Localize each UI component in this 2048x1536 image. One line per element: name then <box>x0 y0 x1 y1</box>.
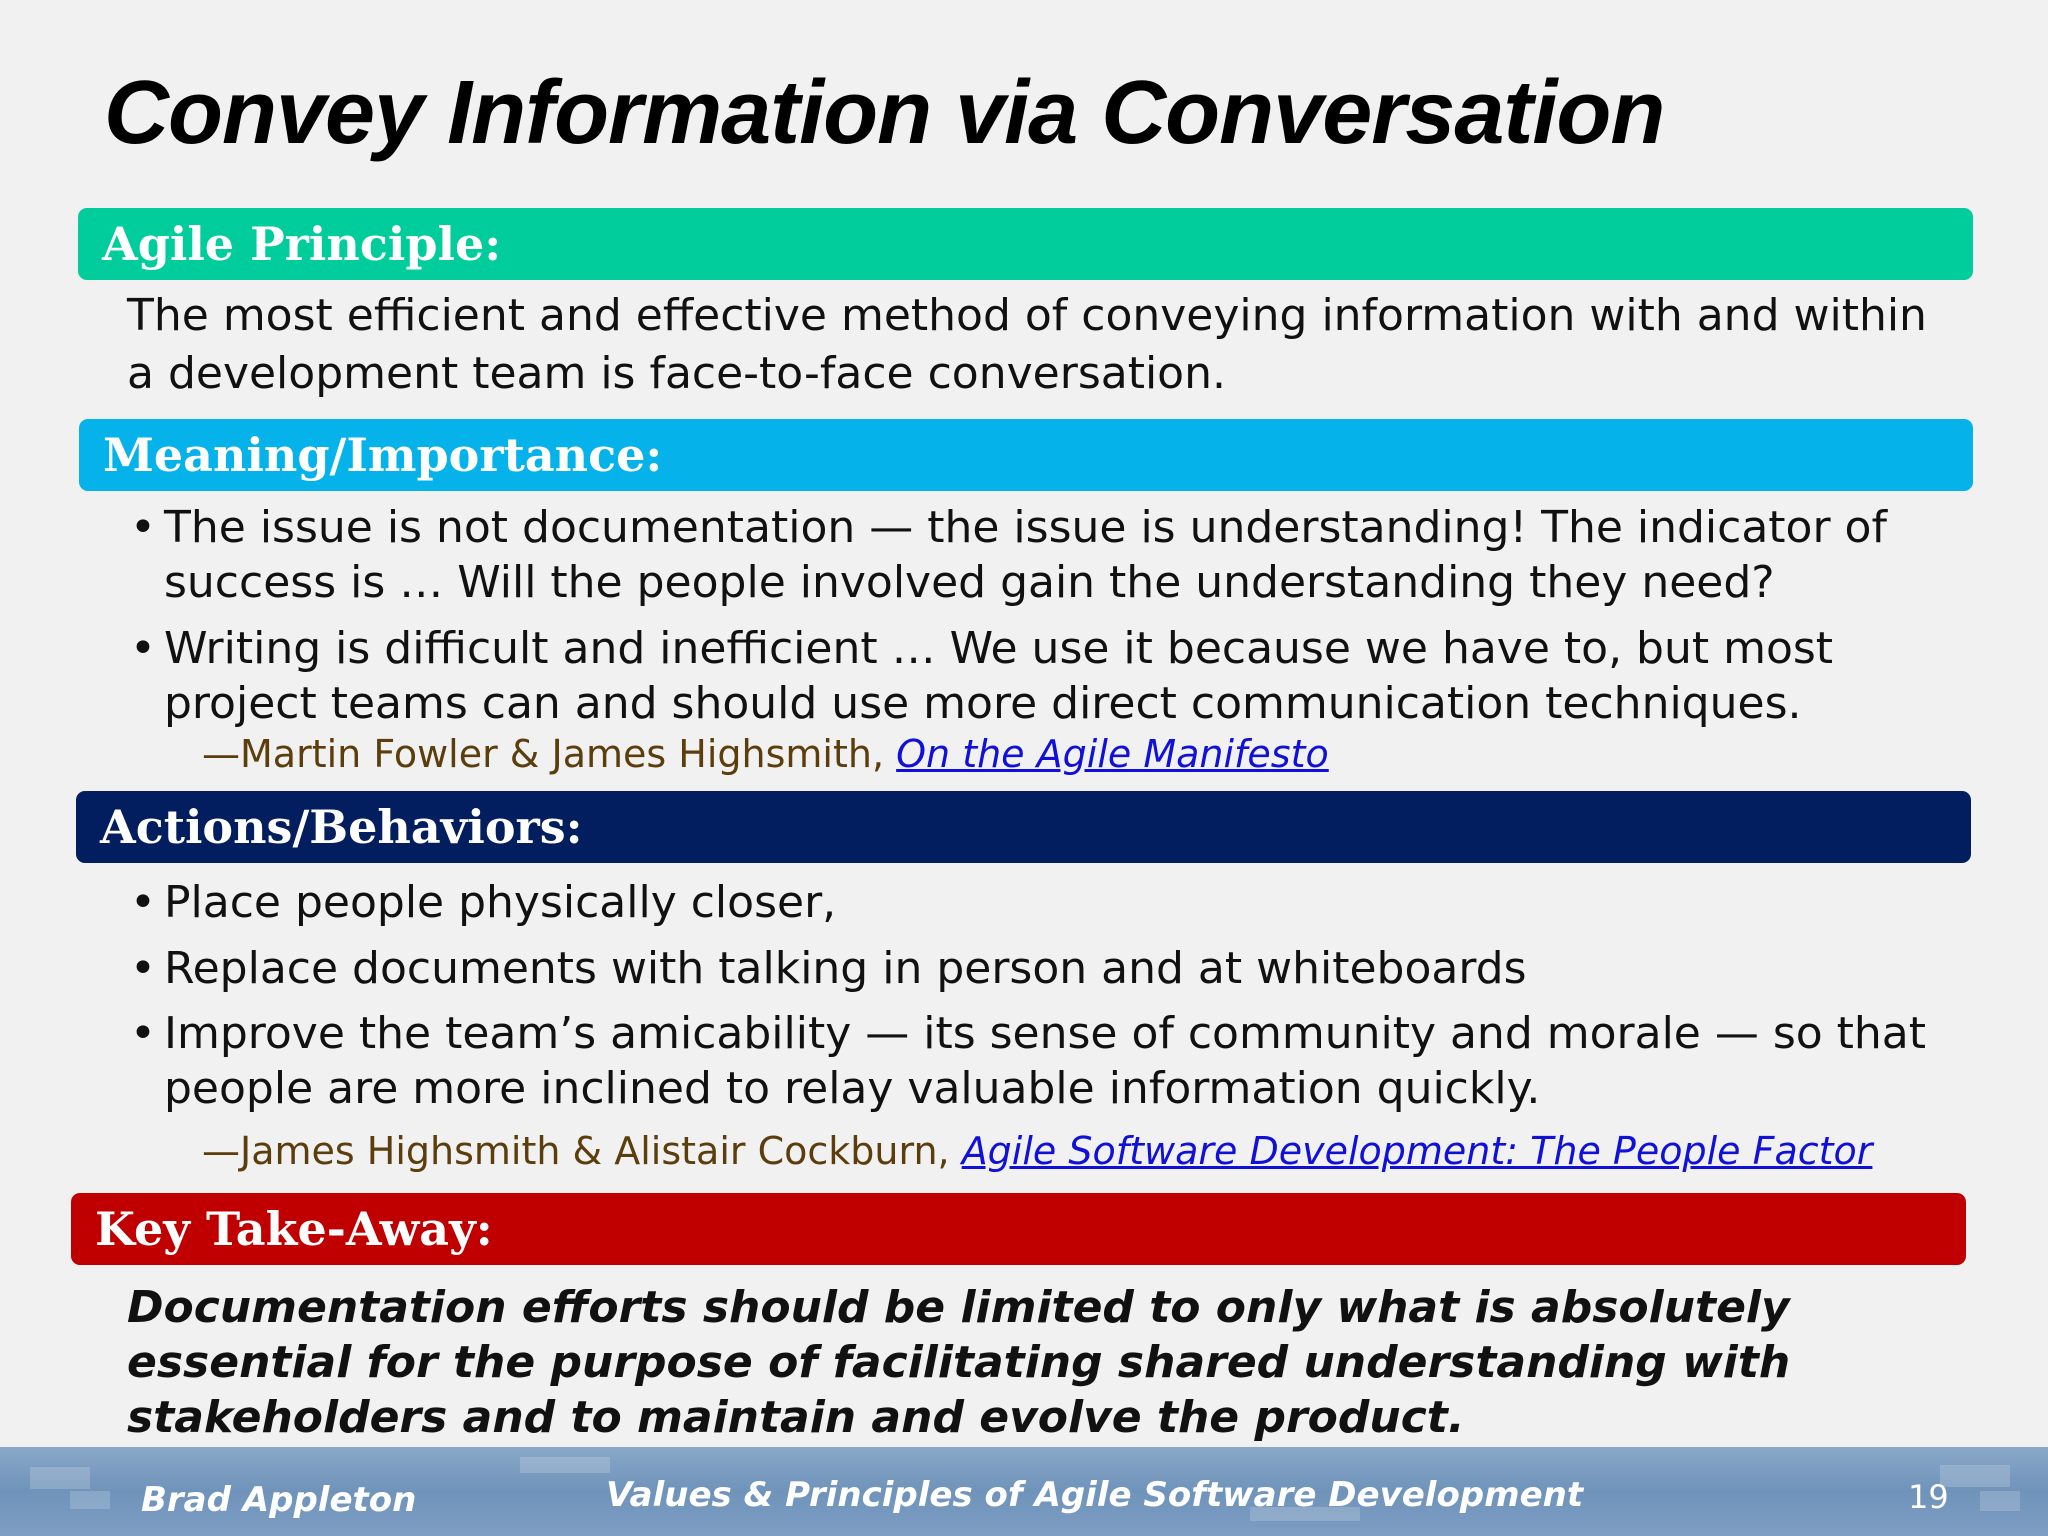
actions-bullet: • Place people physically closer, <box>130 875 1950 930</box>
slide-title: Convey Information via Conversation <box>104 63 1665 163</box>
meaning-heading-bar: Meaning/Importance: <box>79 419 1973 491</box>
footer-author: Brad Appleton <box>141 1480 417 1520</box>
principle-heading-bar: Agile Principle: <box>78 208 1973 280</box>
footer-decoration <box>520 1457 610 1473</box>
slide-footer <box>0 1447 2048 1536</box>
actions-attribution <box>202 1128 1872 1174</box>
principle-text: The most efficient and effective method of conveying information with and within a development team is face-to-face conversation. <box>127 290 1927 399</box>
footer-decoration <box>30 1467 90 1489</box>
meaning-attribution <box>202 731 1329 777</box>
actions-attribution-link[interactable]: Agile Software Development: The People Factor <box>961 1129 1873 1173</box>
actions-heading-bar: Actions/Behaviors: <box>76 791 1971 863</box>
takeaway-text: Documentation efforts should be limited to only what is absolutely essential for the purpose of facilitating shared understanding with stakeholders and to maintain and evolve the product. <box>127 1282 1791 1443</box>
footer-decoration <box>1940 1465 2010 1487</box>
footer-decoration <box>1980 1491 2020 1511</box>
meaning-bullet: • The issue is not documentation — the issue is understanding! The indicator of success is … Will the people involved gain the understanding they need? <box>130 500 1950 610</box>
meaning-bullet: • Writing is difficult and inefficient … We use it because we have to, but most project teams can and should use more direct communication techniques. <box>130 621 1950 731</box>
meaning-attribution-authors: —Martin Fowler & James Highsmith, <box>202 732 897 776</box>
actions-attribution-authors: —James Highsmith & Alistair Cockburn, <box>202 1129 962 1173</box>
takeaway-heading-bar: Key Take-Away: <box>71 1193 1966 1265</box>
page-number: 19 <box>1908 1478 1949 1516</box>
actions-bullet: • Replace documents with talking in person and at whiteboards <box>130 941 1950 996</box>
meaning-attribution-link[interactable]: On the Agile Manifesto <box>896 732 1329 776</box>
actions-bullet: • Improve the team’s amicability — its sense of community and morale — so that people are more inclined to relay valuable information quickly. <box>130 1006 1950 1116</box>
footer-decoration <box>70 1491 110 1509</box>
footer-course-title: Values & Principles of Agile Software Development <box>606 1475 1584 1515</box>
